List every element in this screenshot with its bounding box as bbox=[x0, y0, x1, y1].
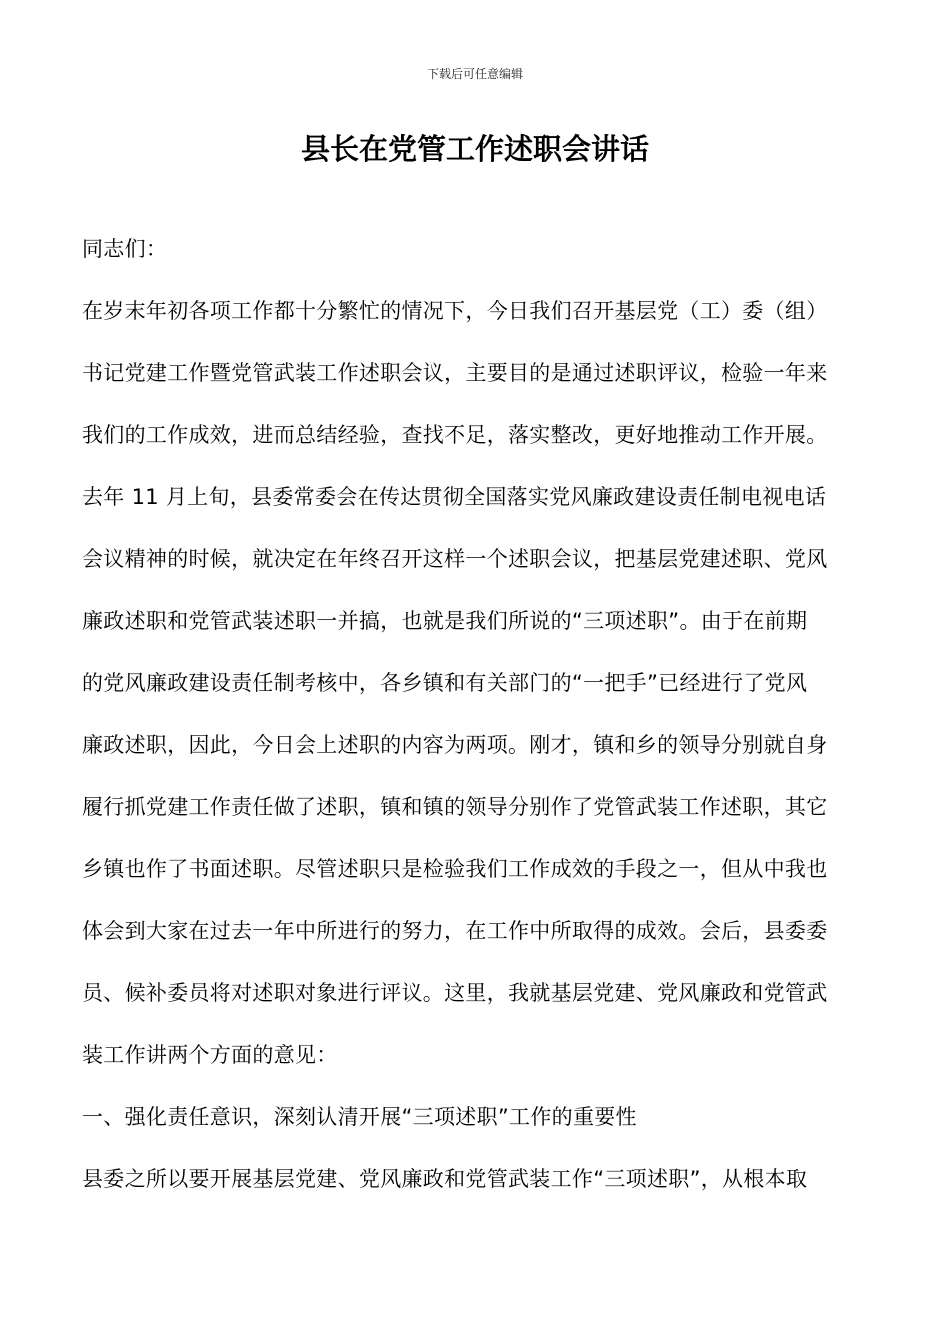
body-line: 会议精神的时候，就决定在年终召开这样一个述职会议，把基层党建述职、党风 bbox=[82, 547, 828, 571]
body-line: 履行抓党建工作责任做了述职，镇和镇的领导分别作了党管武装工作述职，其它 bbox=[82, 795, 828, 819]
body-line: 的党风廉政建设责任制考核中，各乡镇和有关部门的“一把手”已经进行了党风 bbox=[82, 671, 808, 695]
body-line: 廉政述职，因此，今日会上述职的内容为两项。刚才，镇和乡的领导分别就自身 bbox=[82, 733, 828, 757]
body-line: 县委之所以要开展基层党建、党风廉政和党管武装工作“三项述职”，从根本取 bbox=[82, 1167, 808, 1191]
body-line: 在岁末年初各项工作都十分繁忙的情况下，今日我们召开基层党（工）委（组） bbox=[82, 299, 828, 323]
section-heading: 一、强化责任意识，深刻认清开展“三项述职”工作的重要性 bbox=[82, 1105, 637, 1129]
body-line: 乡镇也作了书面述职。尽管述职只是检验我们工作成效的手段之一，但从中我也 bbox=[82, 857, 828, 881]
body-line: 装工作讲两个方面的意见： bbox=[82, 1043, 338, 1067]
download-note: 下载后可任意编辑 bbox=[426, 67, 523, 81]
body-line: 体会到大家在过去一年中所进行的努力，在工作中所取得的成效。会后，县委委 bbox=[82, 919, 828, 943]
body-line: 去年 11 月上旬，县委常委会在传达贯彻全国落实党风廉政建设责任制电视电话 bbox=[82, 485, 827, 509]
document-body bbox=[82, 218, 874, 1210]
document-title: 县长在党管工作述职会讲话 bbox=[300, 132, 649, 166]
salutation-line: 同志们： bbox=[82, 237, 168, 261]
body-line: 员、候补委员将对述职对象进行评议。这里，我就基层党建、党风廉政和党管武 bbox=[82, 981, 828, 1005]
body-line: 我们的工作成效，进而总结经验，查找不足，落实整改，更好地推动工作开展。 bbox=[82, 423, 828, 447]
body-line: 廉政述职和党管武装述职一并搞，也就是我们所说的“三项述职”。由于在前期 bbox=[82, 609, 808, 633]
body-line: 书记党建工作暨党管武装工作述职会议，主要目的是通过述职评议，检验一年来 bbox=[82, 361, 828, 385]
